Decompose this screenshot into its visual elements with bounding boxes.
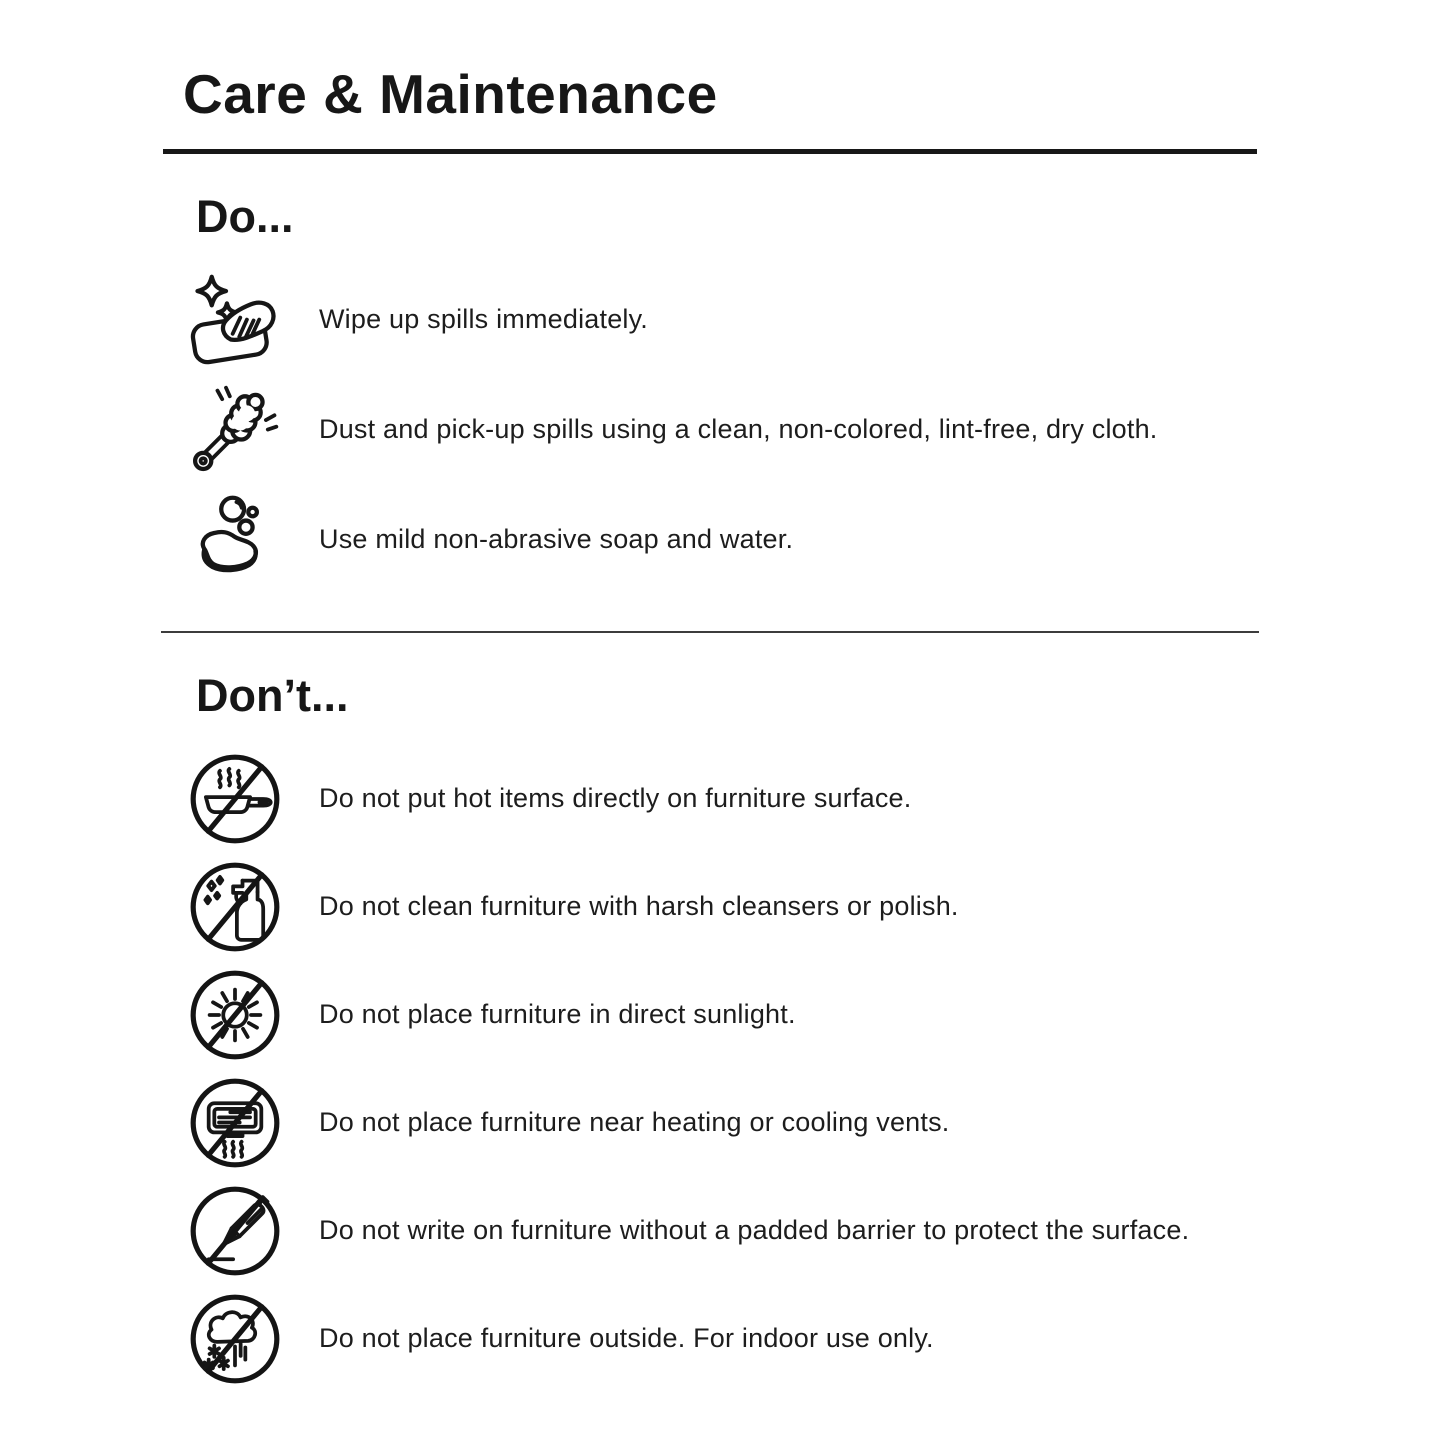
no-hot-items-icon <box>183 752 287 846</box>
section-divider <box>161 631 1259 633</box>
dont-item-text: Do not put hot items directly on furniture surface. <box>319 782 912 813</box>
do-item-row <box>183 485 1261 595</box>
dont-item-text: Do not write on furniture without a padded barrier to protect the surface. <box>319 1214 1190 1245</box>
dont-section-heading: Don’t... <box>196 670 349 721</box>
do-item-text: Use mild non-abrasive soap and water. <box>319 524 794 555</box>
dont-section-rows <box>183 745 1261 1393</box>
no-writing-icon <box>183 1184 287 1278</box>
dont-item-text: Do not place furniture near heating or cooling vents. <box>319 1106 950 1137</box>
title-divider <box>163 149 1257 154</box>
dont-item-row <box>183 1285 1261 1393</box>
dont-item-row <box>183 1177 1261 1285</box>
do-item-text: Wipe up spills immediately. <box>319 304 649 335</box>
dont-item-row <box>183 745 1261 853</box>
no-direct-sunlight-icon <box>183 968 287 1062</box>
dont-item-text: Do not place furniture in direct sunlight. <box>319 998 796 1029</box>
wipe-spills-icon <box>183 273 287 368</box>
no-heating-vents-icon <box>183 1076 287 1170</box>
do-item-row <box>183 375 1261 485</box>
dont-item-row <box>183 853 1261 961</box>
soap-bubbles-icon <box>183 493 287 588</box>
duster-icon <box>183 383 287 478</box>
dont-item-row <box>183 961 1261 1069</box>
do-section-heading: Do... <box>196 190 294 242</box>
sheet-content <box>183 0 1261 1393</box>
do-section-rows <box>183 265 1261 595</box>
dont-item-row <box>183 1069 1261 1177</box>
do-item-row <box>183 265 1261 375</box>
page-title: Care & Maintenance <box>183 63 718 125</box>
dont-item-text: Do not place furniture outside. For indoor use only. <box>319 1322 934 1353</box>
no-harsh-cleansers-icon <box>183 860 287 954</box>
do-item-text: Dust and pick-up spills using a clean, non-colored, lint-free, dry cloth. <box>319 414 1158 445</box>
no-outdoor-use-icon <box>183 1292 287 1386</box>
dont-item-text: Do not clean furniture with harsh cleansers or polish. <box>319 890 959 921</box>
